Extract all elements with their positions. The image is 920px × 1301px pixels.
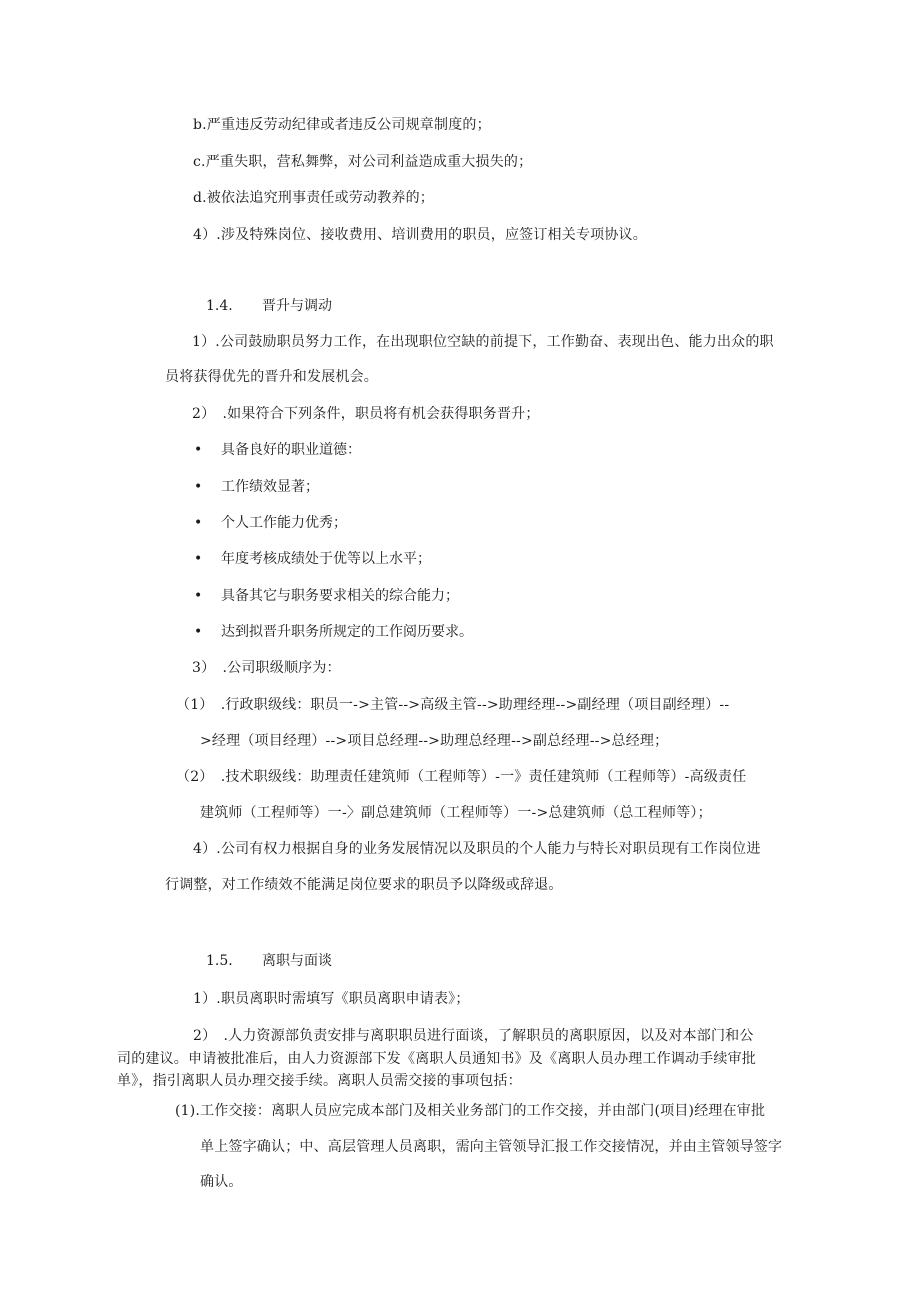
list-item: • 个人工作能力优秀；: [194, 515, 347, 531]
paragraph-1-line-2: 员将获得优先的晋升和发展机会。: [165, 369, 378, 385]
tech-track-line-2: 建筑师（工程师等）一-〉副总建筑师（工程师等）一->总建筑师（总工程师等）；: [200, 805, 712, 821]
bullet-icon: •: [194, 442, 203, 458]
bullet-icon: •: [194, 551, 203, 567]
handover-line-3: 确认。: [200, 1174, 243, 1190]
handover-line-1: (1).工作交接：离职人员应完成本部门及相关业务部门的工作交接，并由部门(项目)经理在审批: [175, 1103, 766, 1119]
bullet-icon: •: [194, 479, 203, 495]
section-heading-1-4: [206, 297, 332, 315]
exit-paragraph-1: 1）.职员离职时需填写《职员离职申请表》；: [193, 991, 470, 1007]
paragraph-4-line-2: 行调整，对工作绩效不能满足岗位要求的职员予以降级或辞退。: [165, 877, 563, 893]
admin-track-line-1: （1） .行政职级线：职员一->主管-->高级主管-->助理经理-->副经理（项目副经理）--: [176, 697, 730, 713]
list-item: • 达到拟晋升职务所规定的工作阅历要求。: [194, 624, 473, 640]
clause-d: d.被依法追究刑事责任或劳动教养的；: [193, 190, 435, 206]
paragraph-1-line-1: 1）.公司鼓励职员努力工作，在出现职位空缺的前提下，工作勤奋、表现出色、能力出众的职: [192, 334, 774, 350]
list-item: • 具备其它与职务要求相关的综合能力；: [194, 588, 459, 604]
tech-track-line-1: （2） .技术职级线：助理责任建筑师（工程师等）-一》责任建筑师（工程师等）-高级责任: [176, 769, 747, 785]
bullet-icon: •: [194, 515, 203, 531]
paragraph-4-line-1: 4）.公司有权力根据自身的业务发展情况以及职员的个人能力与特长对职员现有工作岗位进: [193, 841, 761, 857]
section-number: 1.4.: [206, 298, 233, 314]
list-item: • 年度考核成绩处于优等以上水平；: [194, 551, 431, 567]
clause-4: 4）.涉及特殊岗位、接收费用、培训费用的职员，应签订相关专项协议。: [193, 227, 647, 243]
bullet-icon: •: [194, 624, 203, 640]
exit-paragraph-2-line-2: 司的建议。申请被批准后，由人力资源部下发《离职人员通知书》及《离职人员办理工作调动手续审批: [117, 1051, 756, 1067]
section-title: 离职与面谈: [262, 953, 332, 969]
list-item: • 具备良好的职业道德：: [194, 442, 361, 458]
admin-track-line-2: >经理（项目经理）-->项目总经理-->助理总经理-->副总经理-->总经理；: [200, 733, 669, 749]
section-heading-1-5: [206, 952, 332, 970]
paragraph-3: 3） .公司职级顺序为：: [192, 660, 341, 676]
section-title: 晋升与调动: [262, 298, 332, 314]
handover-line-2: 单上签字确认；中、高层管理人员离职，需向主管领导汇报工作交接情况，并由主管领导签字: [200, 1139, 783, 1155]
clause-c: c.严重失职，营私舞弊，对公司利益造成重大损失的；: [193, 154, 533, 170]
exit-paragraph-2-line-3: 单》，指引离职人员办理交接手续。离职人员需交接的事项包括：: [117, 1073, 522, 1089]
clause-b: b.严重违反劳动纪律或者违反公司规章制度的；: [193, 117, 491, 133]
list-item: • 工作绩效显著；: [194, 479, 319, 495]
bullet-icon: •: [194, 588, 203, 604]
paragraph-2: 2） .如果符合下列条件，职员将有机会获得职务晋升；: [192, 406, 540, 422]
exit-paragraph-2-line-1: 2） .人力资源部负责安排与离职职员进行面谈，了解职员的离职原因，以及对本部门和公: [193, 1028, 754, 1044]
section-number: 1.5.: [206, 953, 233, 969]
